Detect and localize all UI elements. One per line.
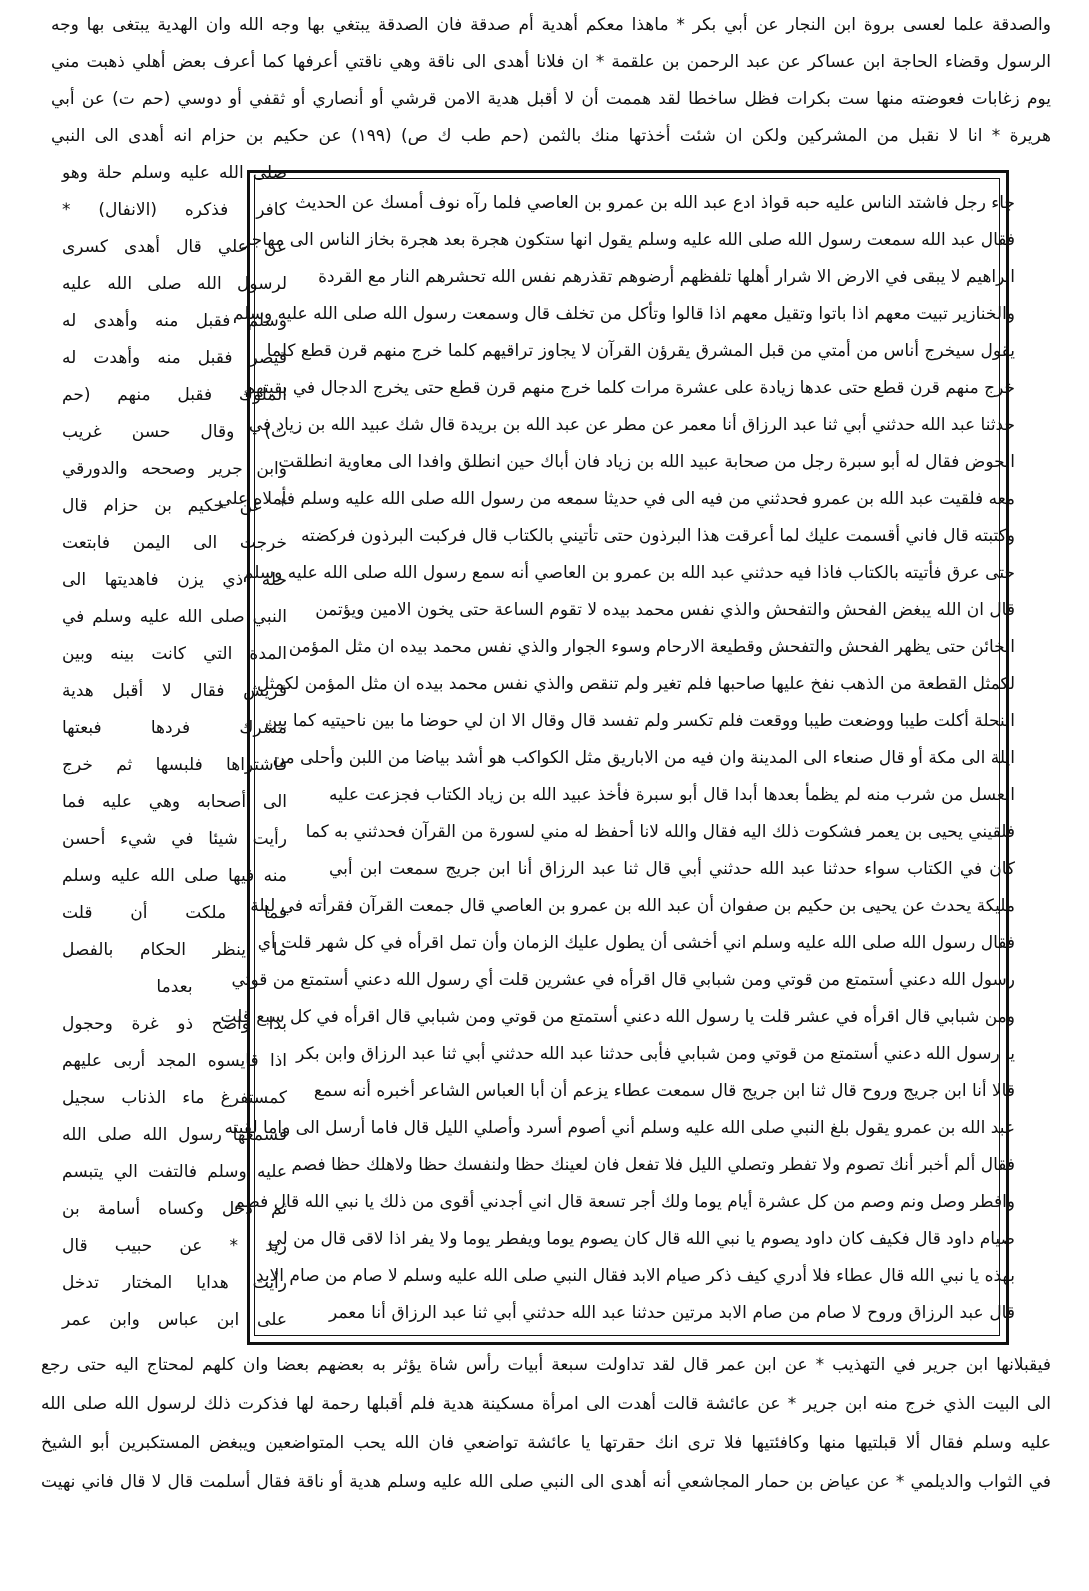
text-line: يا رسول الله دعني أستمتع من قوتي ومن شبابي فأبى حدثنا عبد الله حدثني أبي ثنا عبد الرزاق وابن بكر: [296, 1044, 1015, 1064]
text-line: حتى عرق فأتيته بالكتاب فاذا فيه حدثني عبد الله بن عمرو بن العاصي أنه سمع رسول الله صلى الله عليه وسلم: [242, 563, 1015, 583]
text-line: خرج منهم قرن قطع حتى عدها زيادة على عشرة مرات كلما خرج منهم قرن قطع حتى يخرج الدجال في بقيتهم: [244, 378, 1015, 398]
text-line: عليه وسلم فقال ألا قبلتيها منها وكافئتيها فلا ترى انك حقرتها يا عائشة تواضعي فان الله يحب المتواضعين ويبغض المستكبرين أبو الشيخ: [41, 1433, 1051, 1453]
text-line: اذا قايسوه المجد أربى عليهم: [62, 1051, 287, 1071]
text-line: منه فيها صلى الله عليه وسلم: [62, 866, 287, 886]
text-line: مليكة يحدث عن يحيى بن حكيم بن صفوان أن عبد الله بن عمرو بن العاصي قال جمعت القرآن فقرأته في ليلة: [250, 896, 1015, 916]
text-line: عن علي قال أهدى كسرى: [62, 237, 287, 257]
text-line: الملوك فقبل منهم (حم: [62, 385, 287, 405]
text-line: بدا واضح ذو غرة وحجول: [62, 1014, 287, 1034]
text-line: حدثنا عبد الله حدثني أبي ثنا عبد الرزاق أنا معمر عن مطر عن عبد الله بن بريدة قال شك عبيد الله بن زياد في: [248, 415, 1015, 435]
text-line: عليه وسلم فالتفت الي يتبسم: [62, 1162, 287, 1182]
text-line: والخنازير تبيت معهم اذا باتوا وتقيل معهم اذا قالوا وتأكل من تخلف قال وسمعت رسول الله صلى الله عليه وسلم: [232, 304, 1015, 324]
text-line: المدة التي كانت بينه وبين: [62, 644, 287, 664]
text-line: وسلم فقبل منه وأهدى له: [62, 311, 287, 331]
text-line: وافطر وصل ونم وصم من كل عشرة أيام يوما ولك أجر تسعة قال اني أجدني أقوى من ذلك يا نبي الله قال فصم: [234, 1192, 1015, 1212]
text-line: زيد * عن حبيب قال: [62, 1236, 287, 1256]
text-line: فيقبلانها ابن جرير في التهذيب * عن ابن عمر قال لقد تداولت سبعة أبيات رأس شاة يؤثر به بعضهم بعضا وان كلهم لمحتاج اليه حتى رجع: [41, 1355, 1051, 1375]
text-line: عبد الله بن عمرو يقول بلغ النبي صلى الله عليه وسلم أني أصوم أسرد وأصلي الليل قال فاما أرسل الى واما لقيته: [224, 1118, 1015, 1138]
text-line: ثم دخل وكساه أسامة بن: [62, 1199, 287, 1219]
text-line: النبي صلى الله عليه وسلم في: [62, 607, 287, 627]
text-line: فقال عبد الله سمعت رسول الله صلى الله عليه وسلم يقول انها ستكون هجرة بعد هجرة بخاز الناس الى مهاجر: [242, 230, 1015, 250]
text-line: رأيت هدايا المختار تدخل: [62, 1273, 287, 1293]
text-line: قال عبد الرزاق وروح لا صام من صام الابد مرتين حدثنا عبد الله حدثني أبي ثنا عبد الرزاق أنا معمر: [329, 1303, 1015, 1323]
text-line: الى البيت الذي خرج منه ابن جرير * عن عائشة قالت أهدت الى امرأة مسكينة هدية فلم أقبلها رحمة لها فذكرت ذلك لرسول الله صلى الله: [41, 1394, 1051, 1414]
text-line: * عن حكيم بن حزام قال: [62, 496, 287, 516]
text-line: الخائن حتى يظهر الفحش والتفحش وقطيعة الارحام وسوء الجوار والذي نفس محمد بيده ان مثل المؤمن: [288, 637, 1015, 657]
text-line: فقال رسول الله صلى الله عليه وسلم اني أخشى أن يطول عليك الزمان وأن تمل اقرأه في كل شهر قلت أي: [257, 933, 1015, 953]
text-line: فقال ألم أخبر أنك تصوم ولا تفطر وتصلي الليل فلا تفعل فان لعينك حظا ولنفسك حظا ولاهلك حظا فصم: [291, 1155, 1015, 1175]
text-line: قيصر فقبل منه وأهدت له: [62, 348, 287, 368]
text-line: جاء رجل فاشتد الناس عليه حبه قواذ ادع عبد الله بن عمرو بن العاصي فلما رآه نوف أمسك عن الحديث: [295, 193, 1015, 213]
text-line: والصدقة علما لعسى بروة ابن النجار عن أبي بكر * ماهذا معكم أهدية أم صدقة فان الصدقة يبتغي بها وجه الله وان الهدية يبتغى بها وجه: [51, 15, 1051, 35]
text-line: بعدما: [156, 977, 193, 997]
text-line: في الثواب والديلمي * عن عياض بن حمار المجاشعي أنه أهدى الى النبي صلى الله عليه وسلم هدية أو ناقة فقال أسلمت قال لا قال فاني نهيت: [41, 1472, 1051, 1492]
text-line: وابن جرير وصححه والدورقي: [62, 459, 287, 479]
text-line: ما ينظر الحكام بالفصل: [62, 940, 287, 960]
text-line: فاشتراها فلبسها ثم خرج: [62, 755, 287, 775]
text-line: حلة ذي يزن فاهديتها الى: [62, 570, 287, 590]
text-line: بهذه يا نبي الله قال عطاء فلا أدري كيف ذكر صيام الابد فقال النبي صلى الله عليه وسلم لا صام من صام الابد: [255, 1266, 1015, 1286]
text-line: مشرك فردها فبعتها: [62, 718, 287, 738]
text-line: قالا أنا ابن جريج وروح قال ثنا ابن جريج قال سمعت عطاء يزعم أن أبا العباس الشاعر أخبره أنه سمع: [313, 1081, 1015, 1101]
text-line: فلقيني يحيى بن يعمر فشكوت ذلك اليه فقال والله لانا أحفظ له مني لسورة من القرآن فحدثني به كما: [305, 822, 1015, 842]
text-line: فسمعها رسول الله صلى الله: [62, 1125, 287, 1145]
text-line: العسل من شرب منه لم يظمأ بعدها أبدا قال أبو سبرة فأخذ عبيد الله بن زياد الكتاب فجزعت عليه: [329, 785, 1015, 805]
text-line: على ابن عباس وابن عمر: [62, 1310, 287, 1330]
text-line: كمستفرغ ماء الذناب سجيل: [62, 1088, 287, 1108]
text-line: فما ملكت أن قلت: [62, 903, 287, 923]
text-line: كافر فذكره (الانفال) *: [62, 200, 287, 220]
text-line: قريش فقال لا أقبل هدية: [62, 681, 287, 701]
text-line: النحلة أكلت طيبا ووضعت طيبا ووقعت فلم تكسر ولم تفسد قال وقال الا ان لي حوضا ما بين ناحيتيه كما بين: [264, 711, 1015, 731]
text-line: معه فلقيت عبد الله بن عمرو فحدثني من فيه الى في حديثا سمعه من رسول الله صلى الله عليه وسلم فأملاه علي: [218, 489, 1015, 509]
text-line: صلى الله عليه وسلم حلة وهو: [62, 163, 287, 183]
text-line: لرسول الله صلى الله عليه: [62, 274, 287, 294]
text-line: وكتبته قال فاني أقسمت عليك لما أعرقت هذا البرذون حتى تأتيني بالكتاب قال فركبت البرذون فركضته: [300, 526, 1015, 546]
text-line: ايلة الى مكة أو قال صنعاء الى المدينة وان فيه من الاباريق مثل الكواكب هو أشد بياضا من اللبن وأحلى من: [272, 748, 1015, 768]
text-line: يقول سيخرج أناس من أمتي من قبل المشرق يقرؤن القرآن لا يجاوز تراقيهم كلما خرج منهم قرن قطع كلما: [266, 341, 1015, 361]
text-line: ومن شبابي قال اقرأه في عشر قلت يا رسول الله دعني أستمتع من قوتي ومن شبابي قال اقرأه في كل سبع قلت: [220, 1007, 1015, 1027]
text-line: رأيت شيئا في شيء أحسن: [62, 829, 287, 849]
text-line: الرسول وقضاء الحاجة ابن عساكر عن عبد الرحمن بن علقمة * ان فلانا أهدى الى ناقة وهي ناقتي أعرفها كما أعرف بعض أهلي ذهبت مني: [51, 52, 1051, 72]
text-line: خرجت الى اليمن فابتعت: [62, 533, 287, 553]
text-line: كان في الكتاب سواء حدثنا عبد الله حدثني أبي قال ثنا عبد الرزاق أنا ابن جريج سمعت ابن أبي: [329, 859, 1015, 879]
text-line: يوم زغابات فعوضته منها ست بكرات فظل ساخطا لقد هممت أن لا أقبل هدية الامن قرشي أو أنصاري أو ثقفي أو دوسي (حم ت) عن أبي: [51, 89, 1051, 109]
text-line: لكمثل القطعة من الذهب نفخ عليها صاحبها فلم تغير ولم تنقص والذي نفس محمد بيده ان مثل المؤمن لكمثل: [256, 674, 1015, 694]
text-line: قال ان الله يبغض الفحش والتفحش والذي نفس محمد بيده لا تقوم الساعة حتى يخون الامين ويؤتمن: [315, 600, 1015, 620]
text-line: الى أصحابه وهي عليه فما: [62, 792, 287, 812]
text-line: هريرة * انا لا نقبل من المشركين ولكن ان شئت أخذتها منك بالثمن (حم طب ك ص) (١٩٩) عن حكيم بن حزام انه أهدى الى النبي: [51, 126, 1051, 146]
text-line: ت) وقال حسن غريب: [62, 422, 287, 442]
text-line: ابراهيم لا يبقى في الارض الا شرار أهلها تلفظهم أرضوهم تقذرهم نفس الله تحشرهم النار مع القردة: [318, 267, 1015, 287]
text-line: رسول الله دعني أستمتع من قوتي ومن شبابي قال اقرأه في عشرين قلت أي رسول الله دعني أستمتع من قوتي: [231, 970, 1015, 990]
text-line: صيام داود قال فكيف كان داود يصوم يا نبي الله قال كان يصوم يوما ويفطر يوما ولا يفر اذا لاقى قال من لي: [268, 1229, 1015, 1249]
text-line: الحوض فقال له أبو سبرة رجل من صحابة عبيد الله بن زياد فان أباك حين انطلق وافدا الى معاوية انطلقت: [278, 452, 1015, 472]
